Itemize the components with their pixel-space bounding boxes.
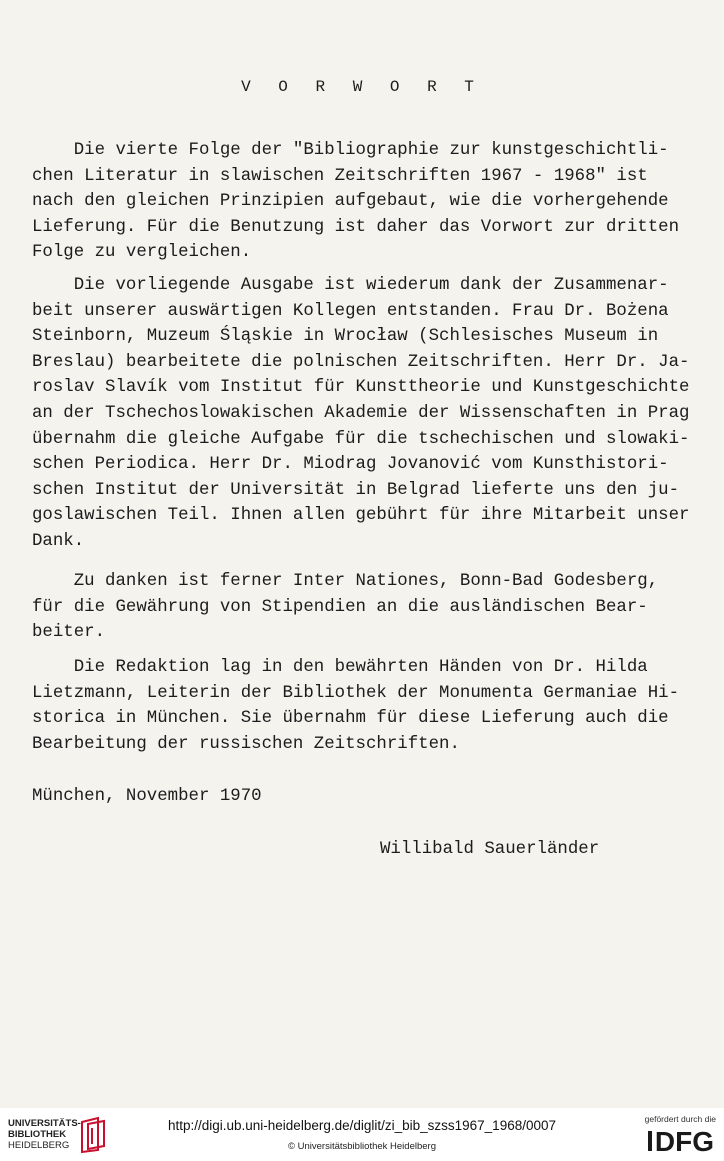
signature: Willibald Sauerländer xyxy=(380,840,600,859)
text-line: für die Gewährung von Stipendien an die ausländischen Bear- xyxy=(32,597,648,617)
text-line: chen Literatur in slawischen Zeitschriften 1967 - 1968" ist xyxy=(32,166,648,186)
text-line: Lietzmann, Leiterin der Bibliothek der Monumenta Germaniae Hi- xyxy=(32,683,680,703)
paragraph-3 xyxy=(32,569,696,646)
funder-note: gefördert durch die xyxy=(644,1114,716,1124)
paragraph-4 xyxy=(32,655,696,757)
text-line: Dank. xyxy=(32,531,85,551)
text-line: an der Tschechoslowakischen Akademie der Wissenschaften in Prag xyxy=(32,403,690,423)
text-line: beiter. xyxy=(32,623,106,643)
text-line: Lieferung. Für die Benutzung ist daher das Vorwort zur dritten xyxy=(32,217,680,237)
text-line: Zu danken ist ferner Inter Nationes, Bonn-Bad Godesberg, xyxy=(32,572,659,591)
permalink-url[interactable]: http://digi.ub.uni-heidelberg.de/diglit/zi_bib_szss1967_1968/0007 xyxy=(167,1118,557,1133)
dfg-logo-text: DFG xyxy=(654,1126,714,1155)
text-line: schen Periodica. Herr Dr. Miodrag Jovanović vom Kunsthistori- xyxy=(32,455,669,475)
text-line: Die vierte Folge der "Bibliographie zur kunstgeschichtli- xyxy=(32,141,669,160)
text-line: Bearbeitung der russischen Zeitschriften. xyxy=(32,734,460,754)
funder-logo[interactable] xyxy=(638,1114,716,1158)
dfg-logo-icon xyxy=(646,1125,716,1155)
text-line: Die Redaktion lag in den bewährten Händen von Dr. Hilda xyxy=(32,658,648,677)
text-line: Folge zu vergleichen. xyxy=(32,243,252,263)
text-line: Breslau) bearbeitete die polnischen Zeitschriften. Herr Dr. Ja- xyxy=(32,352,690,372)
page-title: V O R W O R T xyxy=(241,78,483,96)
copyright-notice: © Universitätsbibliothek Heidelberg xyxy=(288,1141,436,1152)
viewer-footer xyxy=(0,1108,724,1161)
library-name-line: BIBLIOTHEK xyxy=(8,1129,67,1140)
text-line: übernahm die gleiche Aufgabe für die tschechischen und slowaki- xyxy=(32,429,690,449)
paragraph-1 xyxy=(32,138,696,266)
text-line: Die vorliegende Ausgabe ist wiederum dank der Zusammenar- xyxy=(32,276,669,295)
text-line: schen Institut der Universität in Belgrad lieferte uns den ju- xyxy=(32,480,680,500)
text-line: storica in München. Sie übernahm für diese Lieferung auch die xyxy=(32,709,669,729)
text-line: beit unserer auswärtigen Kollegen entstanden. Frau Dr. Bożena xyxy=(32,301,669,321)
dateline: München, November 1970 xyxy=(32,787,262,806)
library-name-line: HEIDELBERG xyxy=(8,1140,70,1151)
text-line: roslav Slavík vom Institut für Kunsttheorie und Kunstgeschichte xyxy=(32,378,690,398)
text-line: goslawischen Teil. Ihnen allen gebührt für ihre Mitarbeit unser xyxy=(32,506,690,526)
text-line: Steinborn, Muzeum Śląskie in Wrocław (Schlesisches Museum in xyxy=(32,327,659,347)
library-name-line: UNIVERSITÄTS- xyxy=(8,1118,81,1129)
text-line: nach den gleichen Prinzipien aufgebaut, wie die vorhergehende xyxy=(32,192,669,212)
paragraph-2 xyxy=(32,273,696,555)
